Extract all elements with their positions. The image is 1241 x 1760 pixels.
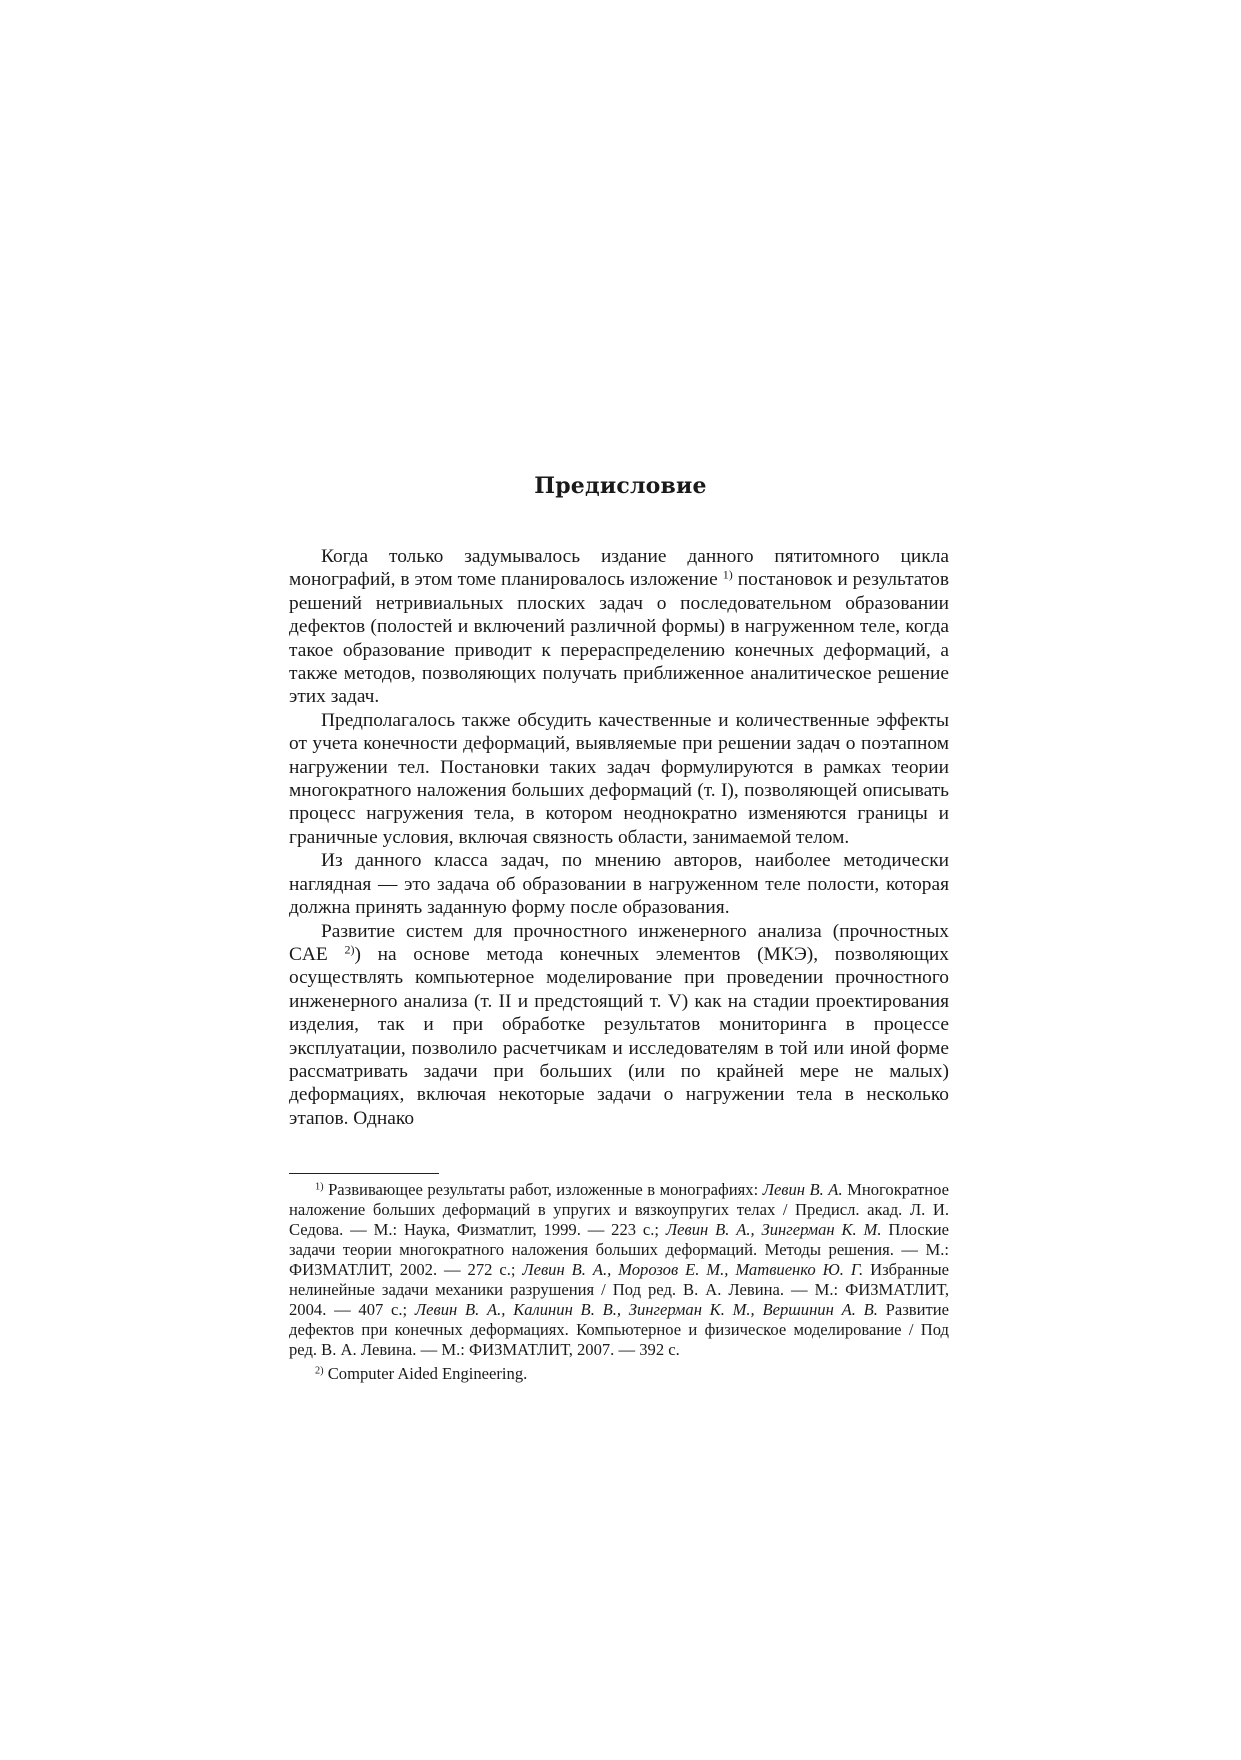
- footnote-text: Computer Aided Engineering.: [323, 1364, 528, 1383]
- footnote-author: Левин В. А., Зингерман К. М.: [665, 1220, 882, 1239]
- paragraph-text: Когда только задумывалось издание данного пятитомного цикла монографий, в этом томе планировалось изложение: [289, 546, 949, 591]
- footnote-2: [289, 1364, 949, 1384]
- footnote-text: Плоские задачи теории многократного наложения больших деформаций. Методы решения. — М.: ФИЗМАТЛИТ, 2002. — 272 с.;: [289, 1220, 949, 1279]
- footnote-text: Избранные нелинейные задачи механики разрушения / Под ред. В. А. Левина. — М.: ФИЗМАТЛИТ, 2004. — 407 с.;: [289, 1260, 950, 1319]
- footnote-mark: 2): [315, 1365, 324, 1377]
- paragraph-text: постановок и результатов решений нетривиальных плоских задач о последовательном образовании дефектов (полостей и включений различной формы) в нагруженном теле, когда такое образование приводит к перераспределению конечных деформаций, а также методов, позволяющих получать приближенное аналитическое решение этих задач.: [289, 569, 949, 708]
- footnote-text: Многократное наложение больших деформаций в упругих и вязкоупругих телах / Предисл. акад. Л. И. Седова. — М.: Наука, Физматлит, 1999. — 223 с.;: [289, 1180, 949, 1239]
- main-text: [289, 545, 949, 1130]
- footnote-text: Развивающее результаты работ, изложенные в монографиях:: [328, 1180, 763, 1199]
- paragraph: [289, 849, 949, 919]
- footnote-1: [289, 1180, 949, 1360]
- paragraph: [289, 709, 949, 849]
- footnote-ref[interactable]: 2): [344, 942, 355, 957]
- page-title: Предисловие: [534, 473, 707, 499]
- paragraph-text: Развитие систем для прочностного инженерного анализа (прочностных CAE: [289, 920, 949, 965]
- paragraph: [289, 545, 949, 709]
- footnote-author: Левин В. А., Морозов Е. М., Матвиенко Ю. Г.: [522, 1260, 864, 1279]
- paragraph-text: Из данного класса задач, по мнению авторов, наиболее методически наглядная — это задача об образовании в нагруженном теле полости, которая должна принять заданную форму после образования.: [289, 850, 949, 919]
- footnote-author: Левин В. А.: [762, 1180, 843, 1199]
- footnote-author: Левин В. А., Калинин В. В., Зингерман К. М., Вершинин А. В.: [414, 1300, 878, 1319]
- paragraph: [289, 920, 949, 1131]
- paragraph-text: Предполагалось также обсудить качественные и количественные эффекты от учета конечности деформаций, выявляемые при решении задач о поэтапном нагружении тел. Постановки таких задач формулируются в рамках теории многократного наложения больших деформаций (т. I), позволяющей описывать процесс нагружения тела, в котором неоднократно изменяются границы и граничные условия, включая связность области, занимаемой телом.: [289, 709, 949, 848]
- paragraph-text: ) на основе метода конечных элементов (МКЭ), позволяющих осуществлять компьютерное моделирование при проведении прочностного инженерного анализа (т. II и предстоящий т. V) как на стадии проектирования изделия, так и при обработке результатов мониторинга в процессе эксплуатации, позволило расчетчикам и исследователям в той или иной форме рассматривать задачи при больших (или по крайней мере не малых) деформациях, включая некоторые задачи о нагружении тела в несколько этапов. Однако: [289, 943, 949, 1129]
- footnote-text: Развитие дефектов при конечных деформациях. Компьютерное и физическое моделирование / Под ред. В. А. Левина. — М.: ФИЗМАТЛИТ, 2007. — 392 с.: [289, 1300, 949, 1359]
- footnote-mark: 1): [315, 1181, 324, 1193]
- footnote-ref[interactable]: 1): [722, 567, 733, 582]
- footnote-divider: [289, 1173, 439, 1174]
- footnotes: [289, 1180, 949, 1384]
